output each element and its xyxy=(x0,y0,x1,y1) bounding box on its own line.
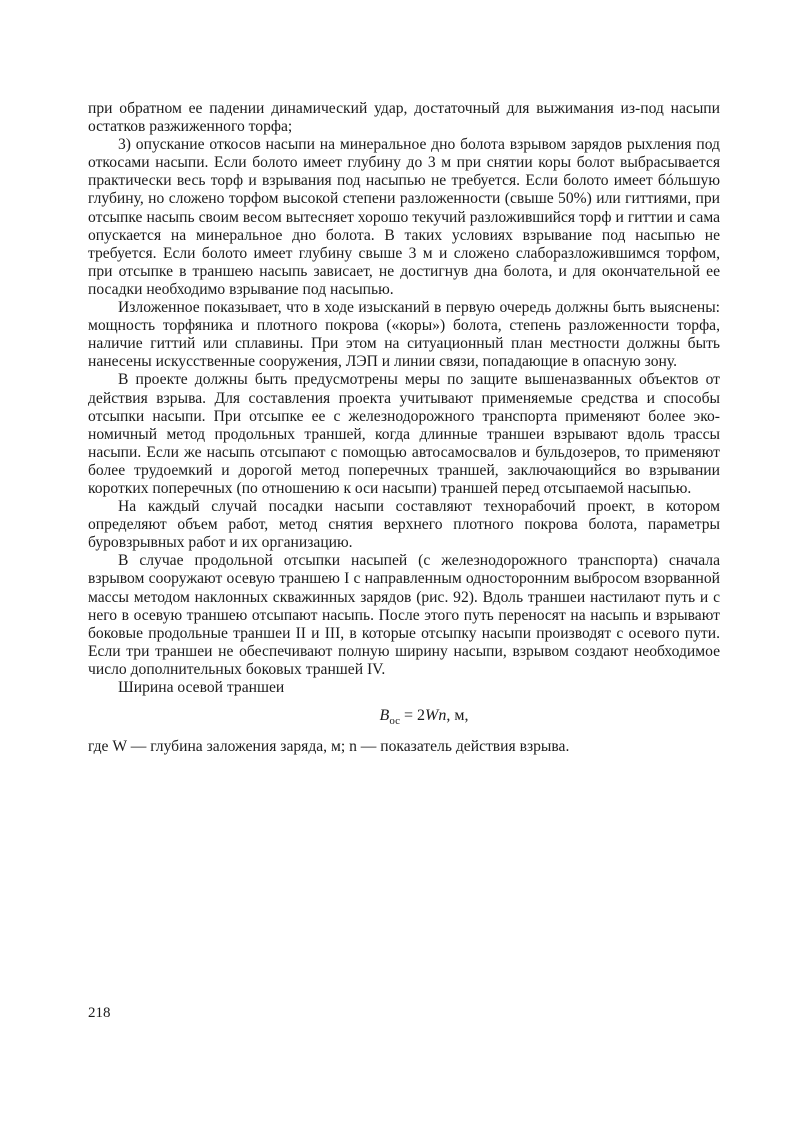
formula-variable: B xyxy=(379,707,390,725)
paragraph: В случае продольной отсыпки насыпей (с железнодорожного транспорта) сначала взрывом сооружают осевую траншею I с направленным односторонним выбросом взорванной массы методом наклонных скважинных зарядов (рис. 92). Вдоль траншеи настилают путь и с него в осевую траншею отсыпают насыпь. После этого путь переносят на насыпь и взрывают боковые продольные траншеи II и III, в которые отсыпку насыпи производят с осевого пути. Если три траншеи не обеспечивают полную ширину насыпи, взрывом создают необходимое число дополнительных боковых траншей IV. xyxy=(88,552,720,678)
formula-unit: , м, xyxy=(446,707,469,725)
paragraph: при обратном ее падении динамический удар, достаточный для выжимания из-под насыпи остатков разжиженного торфа; xyxy=(88,100,720,136)
formula-subscript: ос xyxy=(389,715,400,728)
formula-explanation: где W — глубина заложения заряда, м; n — показатель действия взрыва. xyxy=(88,738,570,756)
formula-equals: = 2 xyxy=(399,707,425,725)
formula-rhs: Wn xyxy=(425,707,447,725)
paragraph: В проекте должны быть предусмотрены меры по защите вышеназванных объектов от действия взрыва. Для составления проекта учитывают применяемые средства и способы отсыпки насыпи. При отсыпке ее с железнодорожного транспорта применяют более экономичный метод продольных траншей, когда длинные траншеи взрывают вдоль трассы насыпи. Если же насыпь отсыпают с помощью автосамосвалов и бульдозеров, то применяют более трудоемкий и дорогой метод поперечных траншей, заключающийся во взрывании коротких поперечных (по отношению к оси насыпи) траншей перед отсыпаемой насыпью. xyxy=(88,371,720,497)
paragraph: На каждый случай посадки насыпи составляют технорабочий проект, в котором определяют объем работ, метод снятия верхнего плотного покрова болота, параметры буровзрывных работ и их организацию. xyxy=(88,498,720,552)
paragraph: Ширина осевой траншеи xyxy=(118,679,285,696)
page-number: 218 xyxy=(88,1005,111,1021)
paragraph: 3) опускание откосов насыпи на минеральное дно болота взрывом зарядов рыхления под откосами насыпи. Если болото имеет глубину до 3 м при снятии коры болот выбрасывается практически весь торф и взрывания под насыпью не требуется. Если болото имеет бóльшую глубину, но сложено торфом высокой степени разложенности (свыше 50%) или гиттиями, при отсыпке насыпь своим весом вытесняет хорошо текучий разложившийся торф и гиттии и сама опускается на минеральное дно болота. В таких условиях взрывание под насыпью не требуется. Если болото имеет глубину свыше 3 м и сложено слаборазложившимся торфом, при отсыпке в траншею насыпь зависает, не достигнув дна болота, и для окончательной ее посадки необходимо взрывание под насыпью. xyxy=(88,136,720,298)
formula xyxy=(88,706,720,731)
paragraph: Изложенное показывает, что в ходе изысканий в первую очередь должны быть выяснены: мощность торфяника и плотного покрова («коры») болота, степень разложенности торфа, наличие гиттий или сплавины. При этом на ситуационный план местности должны быть нанесены искусственные сооружения, ЛЭП и линии связи, попадающие в опасную зону. xyxy=(88,299,720,371)
page-body xyxy=(88,100,720,756)
